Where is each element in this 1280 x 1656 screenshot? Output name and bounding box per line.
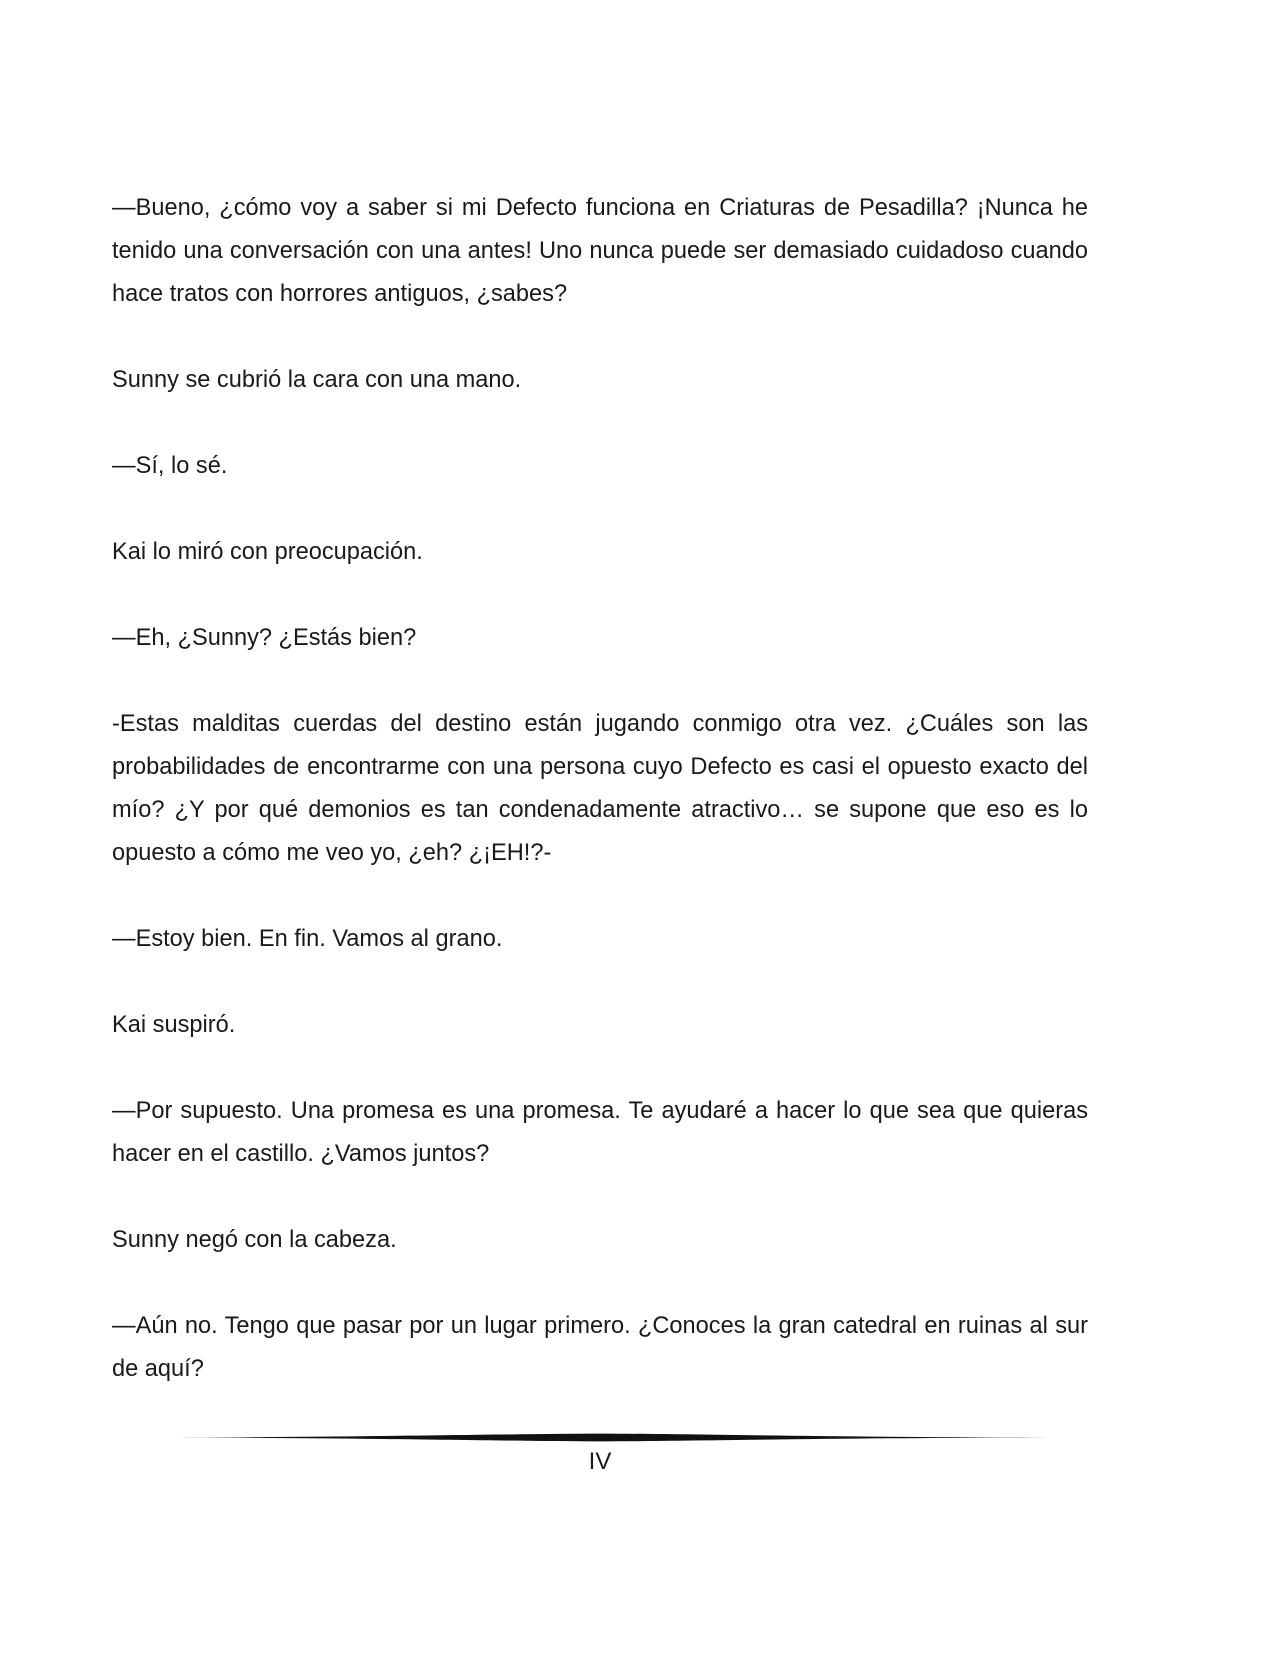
paragraph-4: Kai lo miró con preocupación. xyxy=(112,539,423,565)
paragraph-10: Sunny negó con la cabeza. xyxy=(112,1227,397,1253)
divider-swash xyxy=(152,1434,1048,1442)
paragraph-8: Kai suspiró. xyxy=(112,1012,236,1038)
page-number: IV xyxy=(588,1448,612,1475)
paragraph-5: —Eh, ¿Sunny? ¿Estás bien? xyxy=(112,625,417,651)
paragraph-1: —Bueno, ¿cómo voy a saber si mi Defecto funciona en Criaturas de Pesadilla? ¡Nunca he tenido una conversación con una antes! Uno nunca puede ser demasiado cuidadoso cuando hace tratos con horrores antiguos, ¿sabes? xyxy=(112,195,1088,307)
paragraph-6: -Estas malditas cuerdas del destino están jugando conmigo otra vez. ¿Cuáles son las probabilidades de encontrarme con una persona cuyo Defecto es casi el opuesto exacto del mío? ¿Y por qué demonios es tan condenadamente atractivo… se supone que eso es lo opuesto a cómo me veo yo, ¿eh? ¿¡EH!?- xyxy=(112,711,1088,866)
paragraph-2: Sunny se cubrió la cara con una mano. xyxy=(112,367,522,393)
footer-divider xyxy=(152,1433,1048,1442)
paragraph-11: —Aún no. Tengo que pasar por un lugar primero. ¿Conoces la gran catedral en ruinas al sur de aquí? xyxy=(112,1313,1088,1382)
chapter-text xyxy=(112,187,1088,1434)
paragraph-9: —Por supuesto. Una promesa es una promesa. Te ayudaré a hacer lo que sea que quieras hacer en el castillo. ¿Vamos juntos? xyxy=(112,1098,1088,1167)
paragraph-3: —Sí, lo sé. xyxy=(112,453,228,479)
paragraph-7: —Estoy bien. En fin. Vamos al grano. xyxy=(112,926,503,952)
